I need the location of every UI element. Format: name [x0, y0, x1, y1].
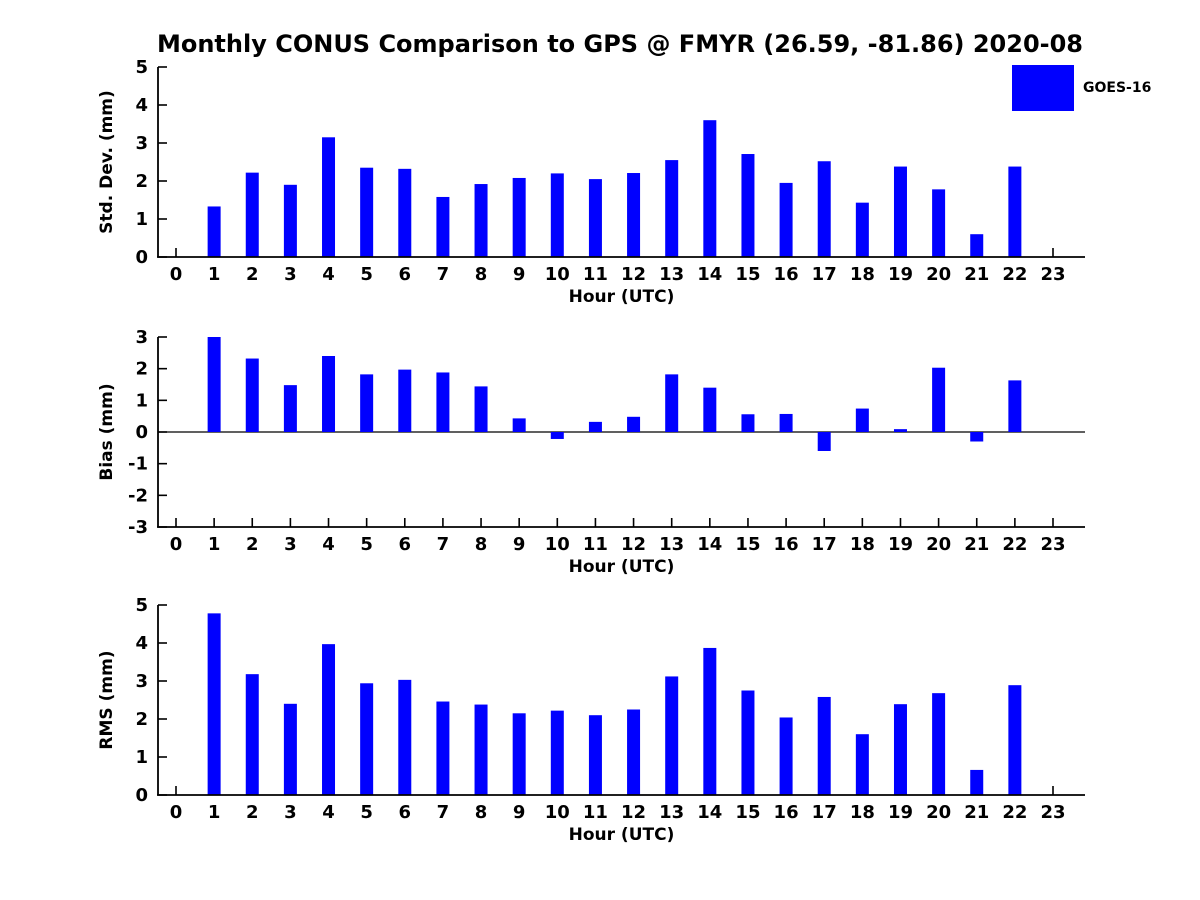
bar-hour-7 — [436, 197, 449, 257]
bar-hour-15 — [741, 414, 754, 432]
x-tick-label: 9 — [512, 264, 526, 285]
x-tick-label: 1 — [207, 534, 221, 555]
x-tick-label: 3 — [284, 534, 297, 555]
y-tick-label: 2 — [135, 171, 148, 192]
x-tick-label: 3 — [284, 264, 297, 285]
x-tick-label: 8 — [474, 264, 488, 285]
bar-hour-13 — [665, 160, 678, 257]
bar-hour-3 — [284, 704, 297, 795]
x-tick-label: 15 — [735, 264, 761, 285]
x-axis-label: Hour (UTC) — [568, 287, 675, 307]
x-tick-label: 10 — [544, 264, 570, 285]
legend-label-goes16: GOES-16 — [1083, 80, 1152, 96]
x-tick-label: 12 — [621, 264, 647, 285]
y-tick-label: 0 — [135, 785, 148, 806]
x-tick-label: 12 — [621, 802, 647, 823]
x-tick-label: 2 — [245, 802, 259, 823]
y-tick-label: 5 — [135, 57, 148, 78]
y-tick-label: 2 — [135, 709, 148, 730]
x-tick-label: 9 — [512, 534, 526, 555]
bar-hour-6 — [398, 169, 411, 257]
x-tick-label: 22 — [1002, 802, 1028, 823]
bar-hour-4 — [322, 137, 335, 257]
x-tick-label: 18 — [849, 802, 875, 823]
x-tick-label: 2 — [245, 534, 259, 555]
x-tick-label: 10 — [544, 534, 570, 555]
bar-hour-5 — [360, 374, 373, 432]
bar-hour-17 — [818, 161, 831, 257]
x-tick-label: 0 — [169, 534, 183, 555]
x-tick-label: 23 — [1040, 802, 1066, 823]
x-tick-label: 6 — [398, 264, 412, 285]
x-tick-label: 5 — [360, 534, 373, 555]
y-tick-label: -3 — [128, 517, 148, 538]
x-tick-label: 4 — [322, 534, 335, 555]
subplot-std-dev-mm — [97, 57, 1085, 307]
x-tick-label: 17 — [811, 264, 837, 285]
bar-hour-8 — [475, 184, 488, 257]
bar-hour-10 — [551, 173, 564, 257]
y-tick-label: -1 — [128, 453, 148, 475]
bar-hour-11 — [589, 422, 602, 432]
y-tick-label: 3 — [135, 133, 148, 154]
x-tick-label: 0 — [169, 264, 183, 285]
x-tick-label: 14 — [697, 534, 723, 555]
chart-title: Monthly CONUS Comparison to GPS @ FMYR (26.59, -81.86) 2020-08 — [156, 30, 1084, 58]
x-tick-label: 17 — [811, 802, 837, 823]
bar-hour-21 — [970, 432, 983, 442]
bar-hour-8 — [475, 705, 488, 795]
bar-hour-21 — [970, 770, 983, 795]
y-tick-label: 1 — [135, 390, 148, 412]
bar-hour-20 — [932, 693, 945, 795]
bar-hour-16 — [780, 717, 793, 795]
x-tick-label: 4 — [322, 802, 335, 823]
legend — [1012, 65, 1151, 111]
x-tick-label: 9 — [512, 802, 526, 823]
y-axis-label: RMS (mm) — [97, 650, 117, 750]
x-tick-label: 7 — [436, 264, 450, 285]
bar-hour-17 — [818, 432, 831, 451]
y-tick-label: 3 — [135, 327, 148, 348]
y-tick-label: 4 — [135, 95, 148, 116]
x-tick-label: 20 — [926, 264, 952, 285]
x-tick-label: 1 — [207, 264, 221, 285]
bar-hour-11 — [589, 179, 602, 257]
x-tick-label: 11 — [582, 264, 608, 285]
x-tick-label: 14 — [697, 264, 723, 285]
bar-hour-18 — [856, 203, 869, 257]
x-tick-label: 17 — [811, 534, 837, 555]
x-axis-label: Hour (UTC) — [568, 825, 675, 845]
x-tick-label: 2 — [245, 264, 259, 285]
bar-hour-10 — [551, 432, 564, 439]
x-tick-label: 20 — [926, 802, 952, 823]
x-tick-label: 13 — [659, 534, 685, 555]
bar-hour-1 — [208, 206, 221, 257]
x-tick-label: 10 — [544, 802, 570, 823]
bar-hour-22 — [1008, 685, 1021, 795]
x-tick-label: 1 — [207, 802, 221, 823]
x-tick-label: 22 — [1002, 264, 1028, 285]
bar-hour-5 — [360, 683, 373, 795]
x-tick-label: 15 — [735, 802, 761, 823]
x-tick-label: 22 — [1002, 534, 1028, 555]
x-tick-label: 14 — [697, 802, 723, 823]
x-tick-label: 3 — [284, 802, 297, 823]
bar-hour-6 — [398, 680, 411, 795]
y-tick-label: 3 — [135, 671, 148, 692]
bar-hour-14 — [703, 120, 716, 257]
bar-hour-9 — [513, 178, 526, 257]
x-tick-label: 8 — [474, 802, 488, 823]
x-tick-label: 7 — [436, 802, 450, 823]
bar-hour-13 — [665, 374, 678, 432]
x-tick-label: 16 — [773, 802, 799, 823]
x-tick-label: 19 — [887, 264, 914, 285]
bar-hour-1 — [208, 613, 221, 795]
bar-hour-10 — [551, 711, 564, 795]
bar-hour-11 — [589, 715, 602, 795]
x-tick-label: 20 — [926, 534, 952, 555]
x-tick-label: 21 — [964, 264, 990, 285]
bar-hour-8 — [475, 386, 488, 432]
x-tick-label: 13 — [659, 264, 685, 285]
bar-hour-1 — [208, 337, 221, 432]
x-tick-label: 0 — [169, 802, 183, 823]
x-axis-label: Hour (UTC) — [568, 557, 675, 577]
bar-hour-15 — [741, 154, 754, 257]
y-tick-label: 1 — [135, 747, 148, 768]
bar-hour-13 — [665, 676, 678, 795]
y-axis-label: Std. Dev. (mm) — [97, 90, 117, 234]
x-tick-label: 5 — [360, 264, 373, 285]
y-axis-label: Bias (mm) — [97, 383, 117, 481]
bar-hour-9 — [513, 418, 526, 432]
subplot-bias-mm — [97, 327, 1085, 577]
bar-hour-12 — [627, 417, 640, 432]
x-tick-label: 18 — [849, 534, 875, 555]
x-tick-label: 13 — [659, 802, 685, 823]
bar-hour-14 — [703, 388, 716, 432]
x-tick-label: 21 — [964, 802, 990, 823]
y-tick-label: 0 — [135, 422, 148, 443]
bar-hour-16 — [780, 414, 793, 432]
y-tick-label: 4 — [135, 633, 148, 654]
x-tick-label: 23 — [1040, 264, 1066, 285]
bar-hour-6 — [398, 370, 411, 432]
bar-hour-2 — [246, 674, 259, 795]
x-tick-label: 18 — [849, 264, 875, 285]
x-tick-label: 4 — [322, 264, 335, 285]
bar-hour-2 — [246, 173, 259, 257]
bar-hour-19 — [894, 167, 907, 257]
bar-hour-12 — [627, 710, 640, 796]
x-tick-label: 7 — [436, 534, 450, 555]
x-tick-label: 23 — [1040, 534, 1066, 555]
bar-hour-19 — [894, 429, 907, 432]
bar-hour-4 — [322, 644, 335, 795]
y-tick-label: -2 — [128, 485, 148, 507]
bar-hour-7 — [436, 372, 449, 432]
x-tick-label: 11 — [582, 534, 608, 555]
bar-hour-2 — [246, 359, 259, 432]
y-tick-label: 2 — [135, 358, 148, 380]
bar-hour-21 — [970, 234, 983, 257]
x-tick-label: 16 — [773, 264, 799, 285]
x-tick-label: 6 — [398, 534, 412, 555]
x-tick-label: 19 — [887, 802, 914, 823]
bar-hour-20 — [932, 189, 945, 257]
x-tick-label: 11 — [582, 802, 608, 823]
bar-hour-12 — [627, 173, 640, 257]
bar-hour-22 — [1008, 380, 1021, 432]
x-tick-label: 19 — [887, 534, 914, 555]
y-tick-label: 0 — [135, 247, 148, 268]
x-tick-label: 6 — [398, 802, 412, 823]
bar-hour-3 — [284, 185, 297, 257]
x-tick-label: 21 — [964, 534, 990, 555]
y-tick-label: 1 — [135, 209, 148, 230]
bar-hour-16 — [780, 183, 793, 257]
y-tick-label: 5 — [135, 595, 148, 616]
x-tick-label: 5 — [360, 802, 373, 823]
x-tick-label: 16 — [773, 534, 799, 555]
bar-hour-7 — [436, 702, 449, 795]
bar-hour-18 — [856, 409, 869, 432]
x-tick-label: 12 — [621, 534, 647, 555]
bar-hour-17 — [818, 697, 831, 795]
x-tick-label: 15 — [735, 534, 761, 555]
bar-hour-15 — [741, 691, 754, 796]
bar-hour-20 — [932, 368, 945, 432]
subplot-rms-mm — [97, 595, 1085, 845]
bar-hour-4 — [322, 356, 335, 432]
bar-hour-19 — [894, 704, 907, 795]
bar-hour-9 — [513, 713, 526, 795]
bar-hour-5 — [360, 168, 373, 257]
bar-hour-22 — [1008, 167, 1021, 257]
legend-swatch-goes16 — [1012, 65, 1074, 111]
x-tick-label: 8 — [474, 534, 488, 555]
bar-hour-18 — [856, 734, 869, 795]
bar-hour-3 — [284, 385, 297, 432]
bar-hour-14 — [703, 648, 716, 795]
